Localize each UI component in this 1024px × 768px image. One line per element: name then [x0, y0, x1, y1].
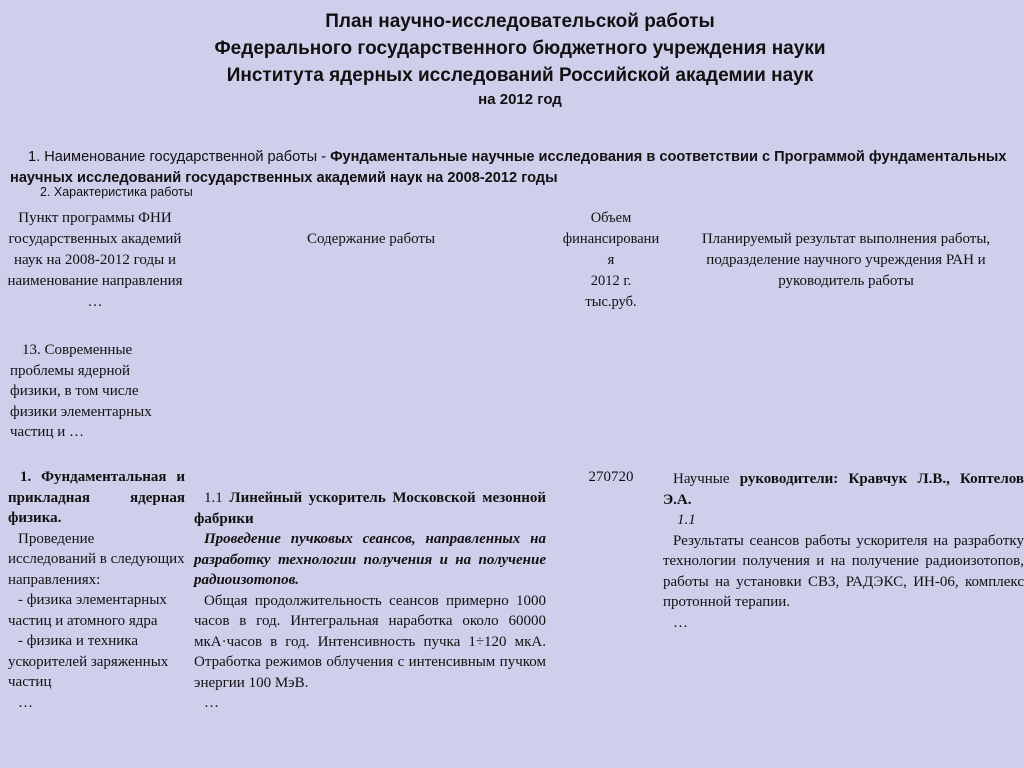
- title-line-1: План научно-исследовательской работы: [325, 11, 715, 32]
- research-direction-intro: Проведение исследований в следующих направлениях:: [8, 530, 185, 588]
- header-planned-result: Планируемый результат выполнения работы, подразделение научного учреждения РАН и руководитель работы: [701, 231, 991, 289]
- header-funding-line4: 2012 г.: [590, 273, 632, 289]
- header-funding-line2: финансировани: [562, 231, 660, 247]
- research-direction-item-2: - физика и техника ускорителей заряженных частиц: [8, 633, 169, 690]
- program-item: 13. Современные проблемы ядерной физики, в том числе физики элементарных частиц и …: [10, 342, 152, 440]
- work-name-bold: Фундаментальные научные исследования в соответствии с Программой фундаментальных научных исследований государственных академий наук на 2008-2012 годы: [10, 149, 1007, 186]
- title-year: на 2012 год: [478, 91, 562, 108]
- header-work-content: Содержание работы: [306, 231, 436, 247]
- header-funding: [546, 208, 676, 313]
- research-direction-item-1: - физика элементарных частиц и атомного ядра: [8, 592, 167, 629]
- work-content-heading: [194, 488, 546, 529]
- work-content: [194, 488, 546, 714]
- planned-result-leaders: [663, 469, 1024, 510]
- funding-value: 270720: [588, 469, 634, 485]
- planned-result-body: Результаты сеансов работы ускорителя на разработку технологии получения и на получение радиоизотопов, работы на установки СВЗ, РАДЭКС, ИН-06, комплекс протонной терапии.: [663, 532, 1024, 610]
- header-funding-line1: Объем: [590, 210, 632, 226]
- planned-result-lead: Научные: [673, 471, 740, 487]
- planned-result-leaders-names: руководители: Кравчук Л.В., Коптелов Э.А.: [663, 471, 1024, 508]
- header-funding-line3: я: [607, 252, 615, 268]
- document-title: [0, 8, 1024, 111]
- title-line-2: Федерального государственного бюджетного учреждения науки: [214, 38, 826, 59]
- work-content-title: Линейный ускоритель Московской мезонной фабрики: [194, 490, 547, 527]
- research-direction-ellipsis: …: [18, 694, 33, 711]
- header-program-item: Пункт программы ФНИ государственных академий наук на 2008-2012 годы и наименование направления …: [7, 210, 183, 310]
- research-direction: [8, 467, 185, 713]
- work-name-paragraph: [10, 147, 1020, 189]
- header-funding-line5: тыс.руб.: [585, 294, 637, 310]
- planned-result-number: 1.1: [677, 512, 696, 528]
- title-line-3: Института ядерных исследований Российской академии наук: [226, 65, 814, 86]
- work-content-number: 1.1: [204, 490, 230, 506]
- work-content-ellipsis: …: [204, 695, 219, 711]
- work-name-prefix: 1. Наименование государственной работы -: [28, 149, 331, 165]
- work-content-body: Общая продолжительность сеансов примерно 1000 часов в год. Интегральная наработка около 60000 мкА·часов в год. Интенсивность пучка 1÷120 мкА. Отработка режимов облучения с интенсивным пучком энергии 100 МэВ.: [194, 592, 546, 691]
- planned-result-ellipsis: …: [673, 614, 688, 631]
- work-content-italic: Проведение пучковых сеансов, направленных на разработку технологии получения и на получение радиоизотопов.: [194, 531, 546, 588]
- research-direction-heading: 1. Фундаментальная и прикладная ядерная физика.: [8, 469, 185, 526]
- planned-result: [663, 469, 1024, 633]
- work-characteristic-label: 2. Характеристика работы: [40, 185, 193, 199]
